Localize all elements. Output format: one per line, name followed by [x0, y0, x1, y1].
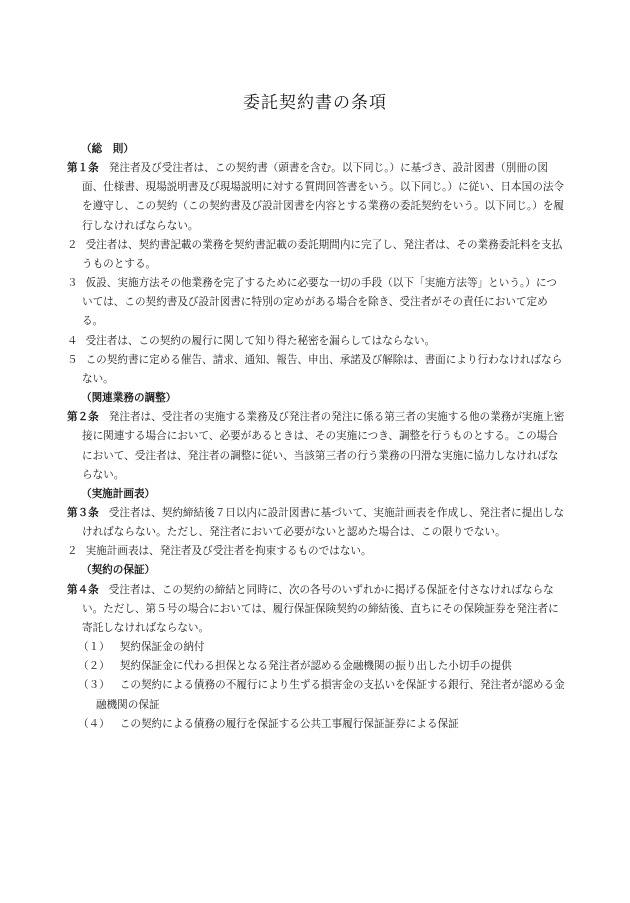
section-heading-guarantee: （契約の保証） — [81, 564, 156, 577]
guarantee-item — [67, 676, 567, 714]
paragraph-text: 受注者は、契約書記載の業務を契約書記載の委託期間内に完了し、発注者は、その業務委託料を支払うものとする。 — [82, 238, 563, 270]
article-4-text: 受注者は、この契約の締結と同時に、次の各号のいずれかに掲げる保証を付さなければならない。ただし、第５号の場合においては、履行保証保険契約の締結後、直ちにその保険証券を発注者に寄託しなければならない。 — [82, 583, 559, 634]
article-2-number: 第２条 — [67, 411, 99, 424]
paragraph-number: ２ — [67, 238, 78, 251]
paragraph-text: 受注者は、この契約の履行に関して知り得た秘密を漏らしてはならない。 — [85, 334, 436, 347]
article-1-paragraph-3 — [67, 274, 567, 331]
item-text: 契約保証金の納付 — [119, 641, 205, 654]
article-1-number: 第１条 — [67, 162, 99, 175]
item-number: （１） — [78, 641, 110, 654]
article-1-paragraph — [67, 159, 567, 236]
item-text: この契約による債務の不履行により生ずる損害金の支払いを保証する銀行、発注者が認める金融機関の保証 — [96, 679, 565, 711]
paragraph-number: ３ — [67, 277, 78, 290]
paragraph-text: この契約書に定める催告、請求、通知、報告、申出、承諾及び解除は、書面により行わなければならない。 — [82, 353, 563, 385]
article-3-number: 第３条 — [67, 506, 99, 519]
article-4-number: 第４条 — [67, 583, 99, 596]
article-3-paragraph-2 — [67, 542, 567, 561]
section-heading-plan: （実施計画表） — [81, 487, 156, 500]
article-1-paragraph-2 — [67, 236, 567, 274]
guarantee-item — [67, 638, 567, 657]
section-heading-related: （関連業務の調整） — [81, 392, 177, 405]
paragraph-number: ４ — [67, 334, 78, 347]
article-2-text: 発注者は、受注者の実施する業務及び発注者の発注に係る第三者の実施する他の業務が実施上密接に関連する場合において、必要があるときは、その実施につき、調整を行うものとする。この場合において、受注者は、発注者の調整に従い、当該第三者の行う業務の円滑な実施に協力しなければならない。 — [82, 411, 565, 481]
article-1-paragraph-5 — [67, 351, 567, 389]
item-text: 契約保証金に代わる担保となる発注者が認める金融機関の振り出した小切手の提供 — [119, 660, 512, 673]
item-number: （３） — [78, 679, 110, 692]
paragraph-number: ５ — [67, 353, 78, 366]
article-4-paragraph — [67, 581, 567, 638]
paragraph-text: 仮設、実施方法その他業務を完了するために必要な一切の手段（以下「実施方法等」という。）については、この契約書及び設計図書に特別の定めがある場合を除き、受注者がその責任において定める。 — [82, 277, 557, 328]
paragraph-text: 実施計画表は、発注者及び受注者を拘束するものではない。 — [85, 545, 372, 558]
item-number: （４） — [78, 717, 110, 730]
document-body — [67, 140, 567, 734]
guarantee-item — [67, 715, 567, 734]
item-text: この契約による債務の履行を保証する公共工事履行保証証券による保証 — [119, 717, 459, 730]
document-title: 委託契約書の条項 — [243, 93, 387, 113]
paragraph-number: ２ — [67, 545, 78, 558]
article-3-text: 受注者は、契約締結後７日以内に設計図書に基づいて、実施計画表を作成し、発注者に提出しなければならない。ただし、発注者において必要がないと認めた場合は、この限りでない。 — [82, 506, 565, 539]
article-3-paragraph — [67, 504, 567, 542]
article-1-text: 発注者及び受注者は、この契約書（頭書を含む。以下同じ。）に基づき、設計図書（別冊の図面、仕様書、現場説明書及び現場説明に対する質問回答書をいう。以下同じ。）に従い、日本国の法令を遵守し、この契約（この契約書及び設計図書を内容とする業務の委託契約をいう。以下同じ。）を履行しなければならない。 — [82, 162, 565, 232]
article-2-paragraph — [67, 408, 567, 485]
section-heading-general: （総 則） — [81, 143, 134, 155]
item-number: （２） — [78, 660, 110, 673]
guarantee-item — [67, 657, 567, 676]
article-1-paragraph-4 — [67, 332, 567, 351]
